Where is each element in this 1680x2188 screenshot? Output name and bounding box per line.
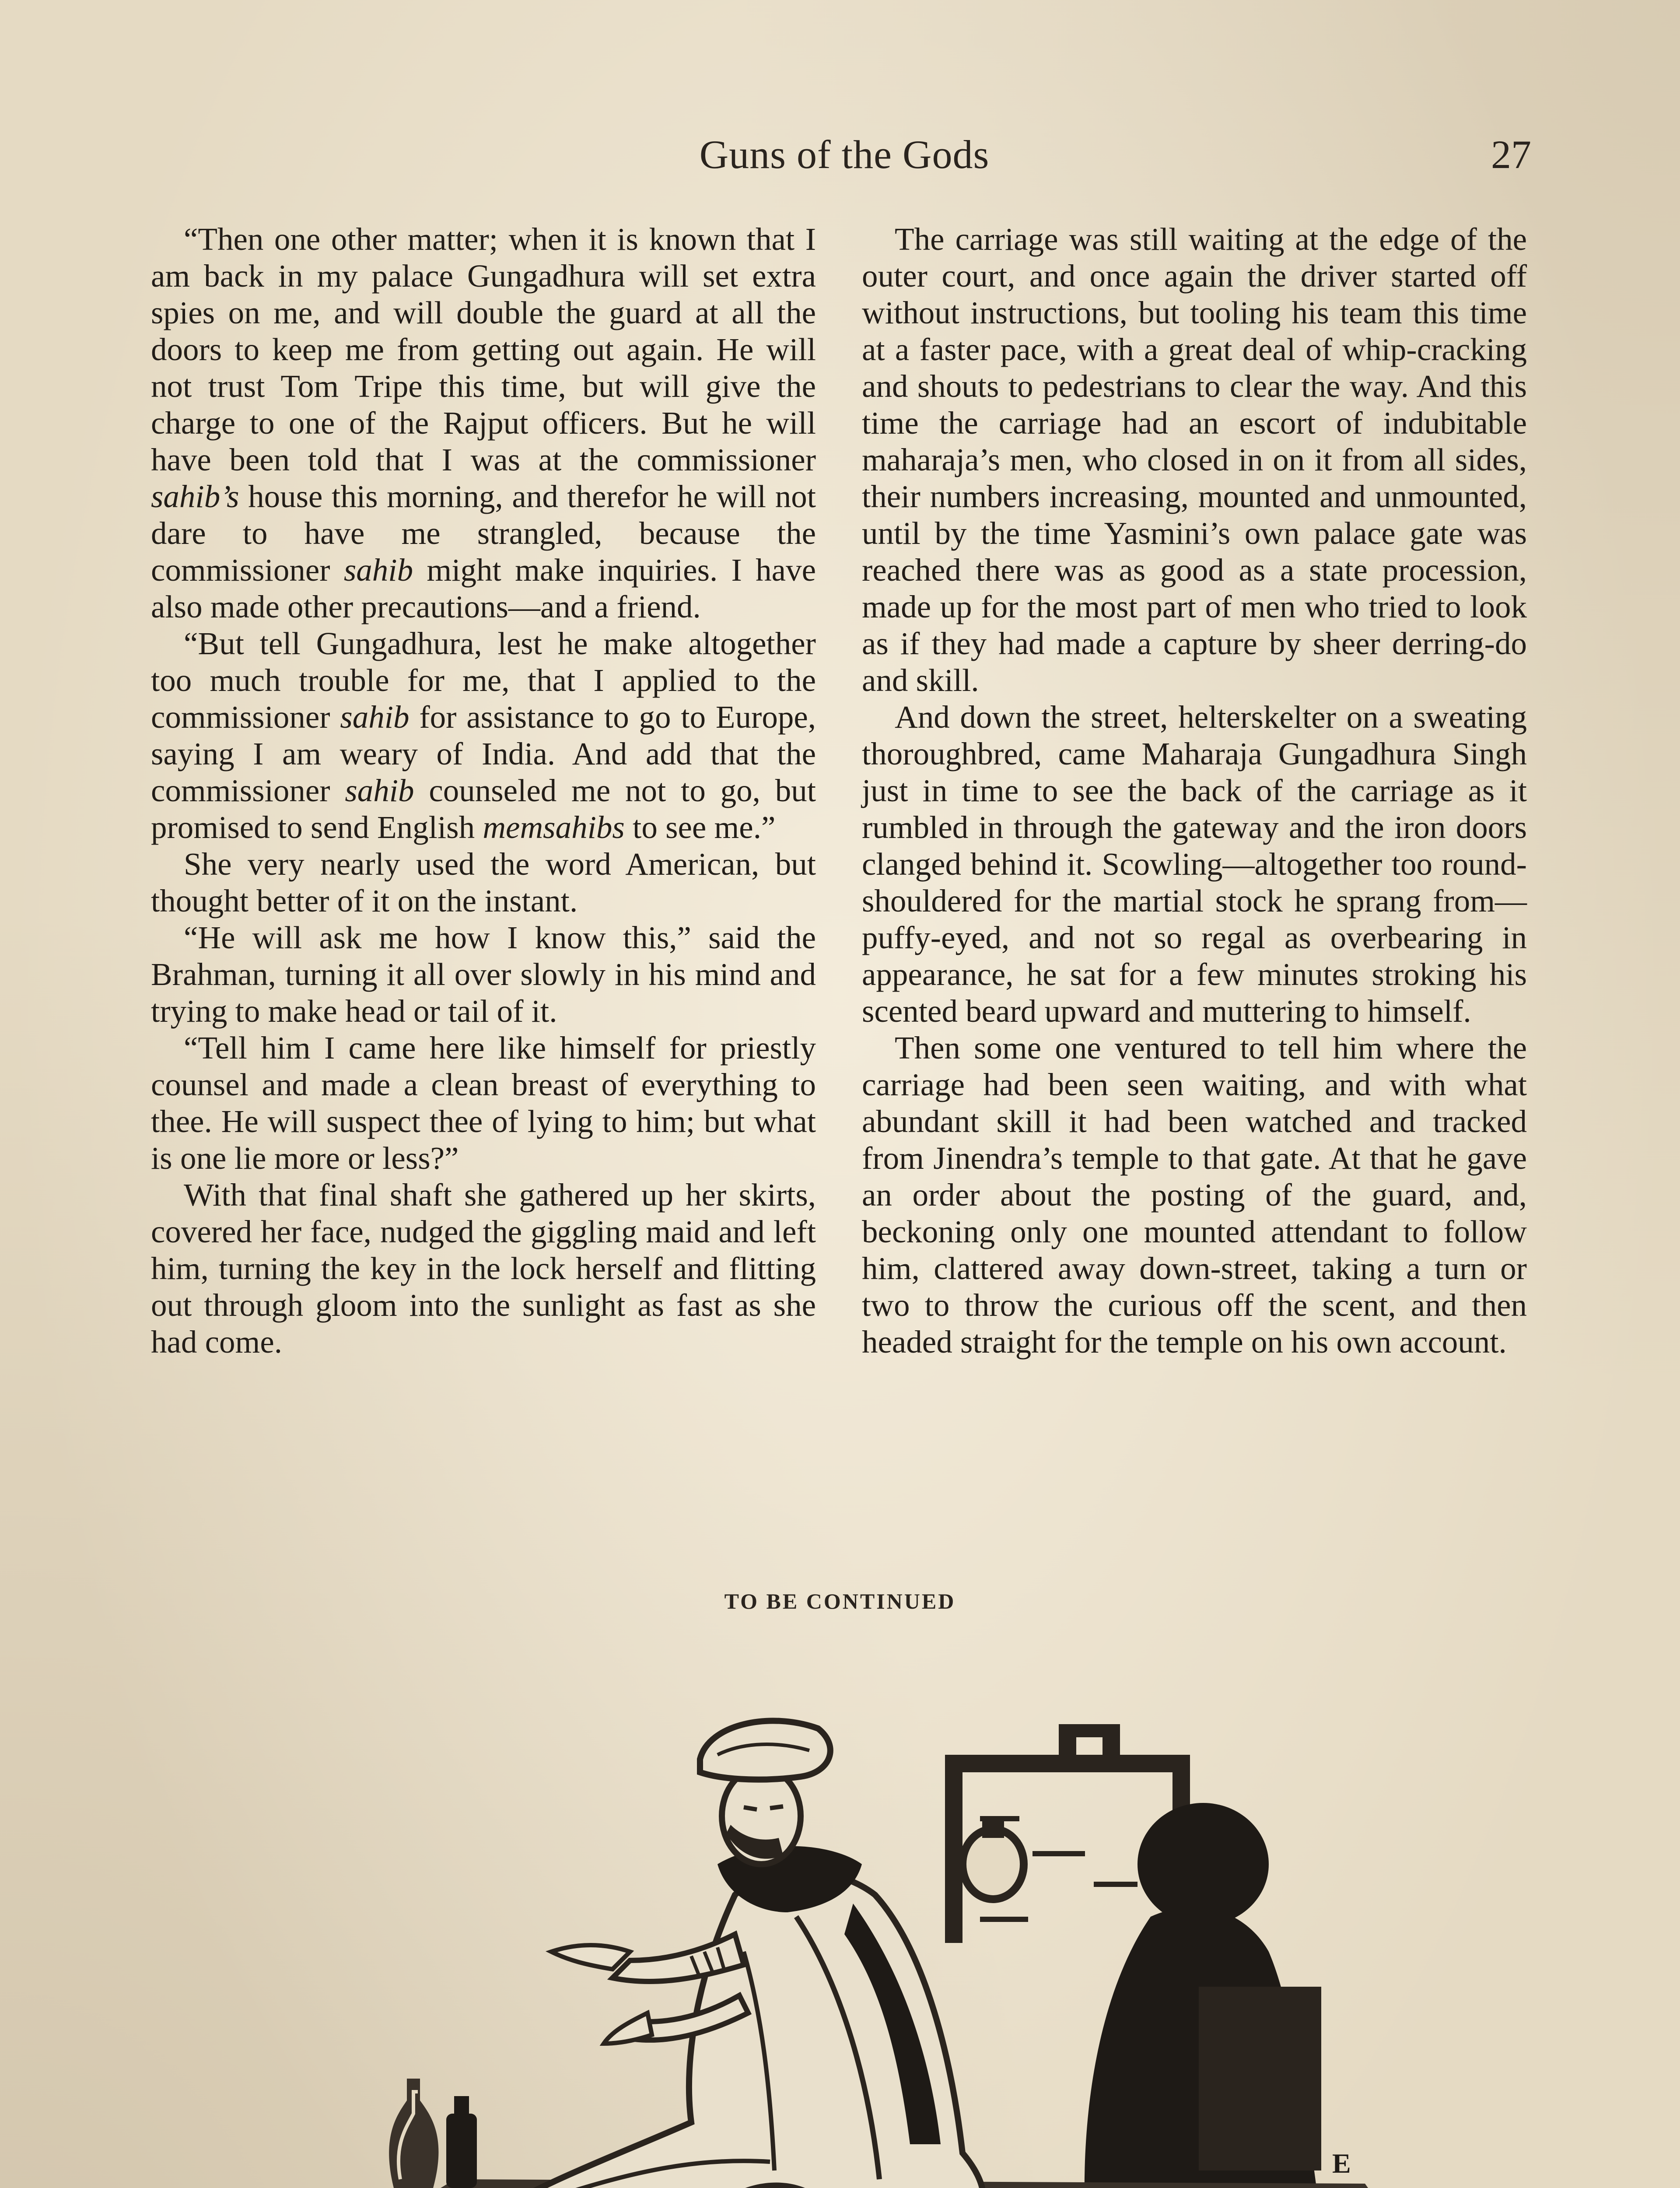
text-run: might make inquiries. I have also made other precautions—and a friend. (151, 552, 816, 624)
text-run-italic: sahib (343, 552, 413, 588)
paragraph (151, 846, 816, 919)
text-run-italic: sahib’s (151, 479, 239, 514)
shadow-figure (1085, 1803, 1321, 2188)
paragraph (862, 221, 1527, 699)
text-run: house this morning, and therefor he will not dare to have me strangled, because the commissioner (151, 479, 816, 588)
seated-figure (499, 1721, 984, 2188)
text-run: “He will ask me how I know this,” said the Brahman, turning it all over slowly in his mind and trying to make head or tail of it. (151, 920, 816, 1029)
page-number: 27 (1491, 132, 1531, 177)
paragraph (151, 919, 816, 1030)
text-run: to see me.” (624, 810, 776, 845)
text-run-italic: sahib (340, 699, 410, 735)
paragraph (151, 1177, 816, 1360)
running-title: Guns of the Gods (699, 132, 990, 177)
text-run: “Tell him I came here like himself for priestly counsel and made a clean breast of everything to thee. He will suspect thee of lying to him; but what is one lie more or less?” (151, 1030, 816, 1176)
paragraph (151, 1030, 816, 1177)
text-run: for assistance to go to Europe, saying I am weary of India. And add that the commissioner (151, 699, 816, 808)
paragraph (151, 221, 816, 625)
text-run: The carriage was still waiting at the edge of the outer court, and once again the driver started off without instructions, but tooling his team this time at a faster pace, with a great deal of whip-cracking and shouts to pedestrians to clear the way. And this time the carriage had an escort of indubitable maharaja’s men, who closed in on it from all sides, their numbers increasing, mounted and unmounted, until by the time Yasmini’s own palace gate was reached there was as good as a state procession, made up for the most part of men who tried to look as if they had made a capture by sheer derring-do and skill. (862, 221, 1527, 698)
text-run: And down the street, helterskelter on a sweating thoroughbred, came Maharaja Gungadhura Singh just in time to see the back of the carriage as it rumbled in through the gateway and the iron doors clanged behind it. Scowling—altogether too round-shouldered for the martial stock he sprang from—puffy-eyed, and not so regal as overbearing in appearance, he sat for a few minutes stroking his scented beard upward and muttering to himself. (862, 699, 1527, 1029)
text-run: “Then one other matter; when it is known that I am back in my palace Gungadhura will set extra spies on me, and will double the guard at all the doors to keep me from getting out again. He will not trust Tom Tripe this time, but will give the charge to one of the Rajput officers. But he will have been told that I was at the commissioner (151, 221, 816, 477)
text-run: Then some one ventured to tell him where the carriage had been seen waiting, and with what abundant skill it had been watched and tracked from Jinendra’s temple to that gate. At that he gave an order about the posting of the guard, and, beckoning only one mounted attendant to follow him, clattered away down-street, taking a turn or two to throw the curious off the scent, and then headed straight for the temple on his own account. (862, 1030, 1527, 1360)
to-be-continued: TO BE CONTINUED (724, 1589, 956, 1613)
paragraph (862, 1030, 1527, 1360)
right-column (862, 221, 1527, 1360)
paragraph (862, 699, 1527, 1030)
text-run-italic: sahib (345, 773, 414, 808)
text-run-italic: memsahibs (483, 810, 625, 845)
text-run: She very nearly used the word American, but thought better of it on the instant. (151, 846, 816, 919)
jar (962, 1820, 1024, 1899)
illustration-seated-brahman (306, 1707, 1444, 2188)
text-run: With that final shaft she gathered up her skirts, covered her face, nudged the giggling maid and left him, turning the key in the lock herself and flitting out through gloom into the sunlight as fast as she had come. (151, 1177, 816, 1360)
illustration-signature: E (1332, 2148, 1351, 2179)
text-run: “But tell Gungadhura, lest he make altogether too much trouble for me, that I applied to the commissioner (151, 626, 816, 735)
text-run: counseled me not to go, but promised to send English (151, 773, 816, 845)
paragraph (151, 625, 816, 846)
bottles (389, 2079, 477, 2188)
left-column (151, 221, 816, 1360)
